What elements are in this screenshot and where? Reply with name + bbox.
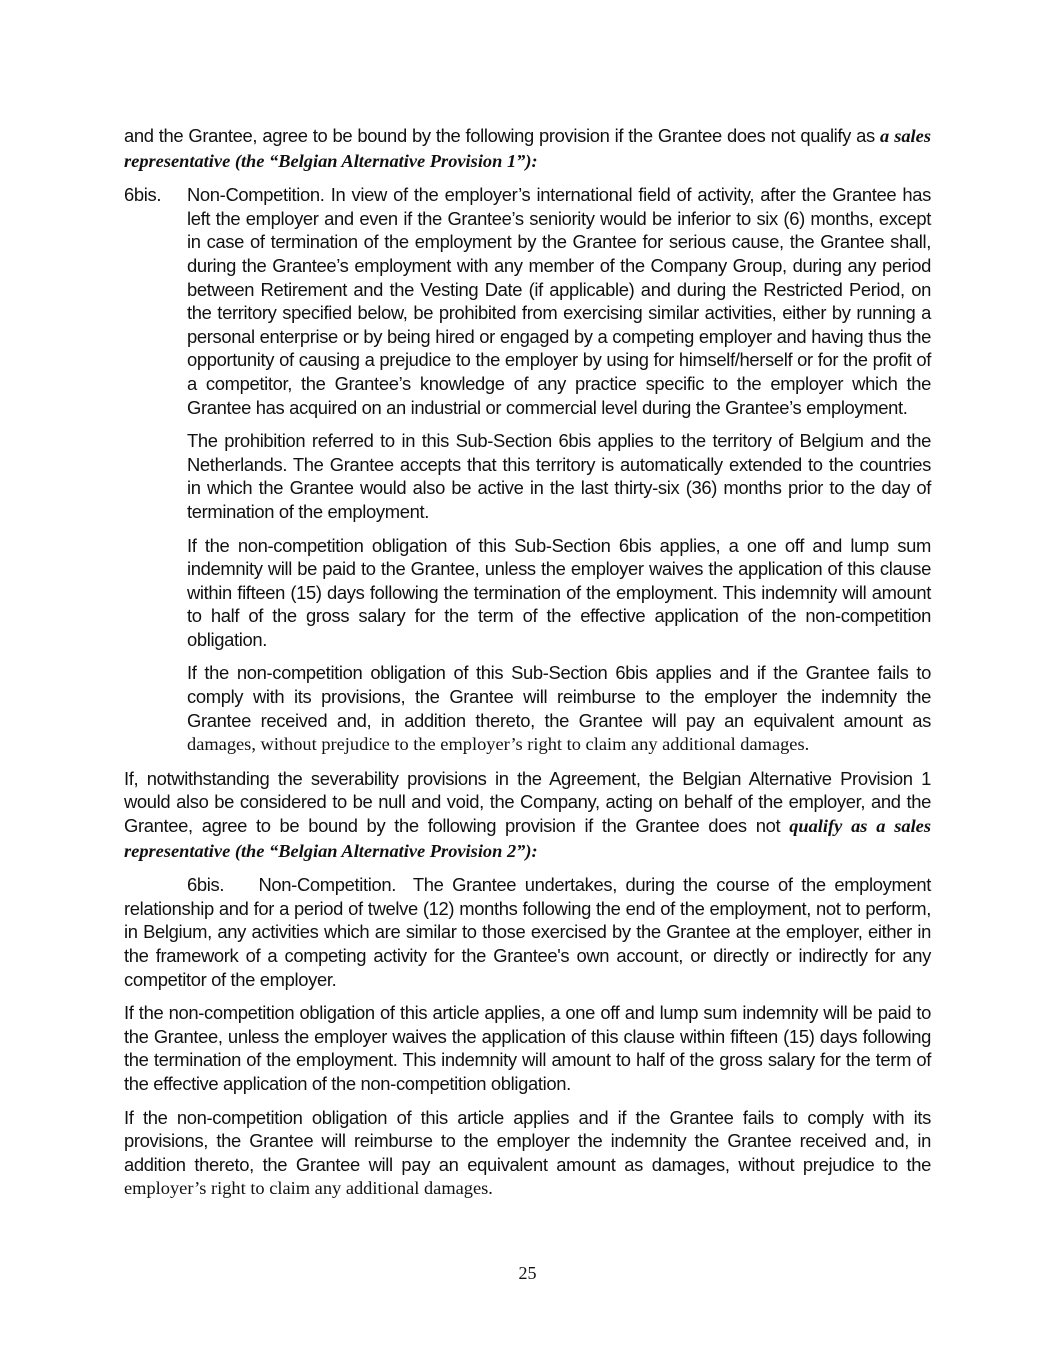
intro-paragraph <box>124 124 931 173</box>
section-number: 6bis. <box>187 874 225 896</box>
breach-text: If the non-competition obligation of this article applies and if the Grantee fails to comply with its provisions, the Grantee will reimburse to the employer the indemnity the Grantee received and, in addition thereto, the Grantee will pay an equivalent amount as damages, without prejudice to the <box>124 1106 931 1175</box>
page-number: 25 <box>518 1263 537 1283</box>
transition-paragraph <box>124 767 931 863</box>
territory-paragraph: The prohibition referred to in this Sub-Section 6bis applies to the territory of Belgium and the Netherlands. The Grantee accepts that this territory is automatically extended to the countries in which the Grantee would also be active in the last thirty-six (36) months prior to the day of termination of the employment. <box>187 430 931 522</box>
transition-emphasis: qualify as a sales representative (the “Belgian Alternative Provision 2”): <box>124 816 931 861</box>
section-body: In view of the employer’s international field of activity, after the Grantee has left the employer and even if the Grantee’s seniority would be inferior to six (6) months, except in case of termination of the employment by the Grantee for serious cause, the Grantee shall, during the Grantee’s employment with any member of the Company Group, during any period between Retirement and the Vesting Date (if applicable) and during the Restricted Period, on the territory specified below, be prohibited from exercising similar activities, either by running a personal enterprise or by being hired or engaged by a competing employer and having thus the opportunity of causing a prejudice to the employer by using for himself/herself or for the profit of a competitor, the Grantee’s knowledge of any practice specific to the employer which the Grantee has acquired on an industrial or commercial level during the Grantee’s employment. <box>187 184 931 418</box>
section-6bis-provision-2 <box>124 873 931 991</box>
breach-text: If the non-competition obligation of this Sub-Section 6bis applies and if the Grantee fails to comply with its provisions, the Grantee will reimburse to the employer the indemnity the Grantee received and, in addition thereto, the Grantee will pay an equivalent amount as <box>187 662 931 731</box>
transition-text: If, notwithstanding the severability provisions in the Agreement, the Belgian Alternative Provision 1 would also be considered to be null and void, the Company, acting on behalf of the employer, and the Grantee, agree to be bound by the following provision if the Grantee does not <box>124 767 931 837</box>
breach-paragraph <box>124 661 931 756</box>
breach-paragraph-2 <box>124 1106 931 1201</box>
section-heading: Non-Competition. <box>187 184 325 206</box>
breach-tail: damages, without prejudice to the employer’s right to claim any additional damages. <box>187 734 810 755</box>
intro-emphasis: a sales representative (the “Belgian Alternative Provision 1”): <box>124 126 931 171</box>
section-body: The Grantee undertakes, during the course of the employment relationship and for a period of twelve (12) months following the end of the employment, not to perform, in Belgium, any activities which are similar to those exercised by the Grantee at the employer, either in the framework of a competing activity for the Grantee's own account, or directly or indirectly for any competitor of the employer. <box>124 874 931 990</box>
indemnity-paragraph: If the non-competition obligation of this Sub-Section 6bis applies, a one off and lump sum indemnity will be paid to the Grantee, unless the employer waives the application of this clause within fifteen (15) days following the termination of the employment. This indemnity will amount to half of the gross salary for the term of the effective application of the non-competition obligation. <box>187 534 931 650</box>
intro-text: and the Grantee, agree to be bound by the following provision if the Grantee does not qualify as <box>124 125 875 146</box>
document-page <box>124 124 931 1211</box>
section-number: 6bis. <box>124 184 162 206</box>
breach-tail: employer’s right to claim any additional damages. <box>124 1178 493 1199</box>
section-6bis-provision-1 <box>124 183 931 419</box>
indemnity-paragraph-2: If the non-competition obligation of this article applies, a one off and lump sum indemnity will be paid to the Grantee, unless the employer waives the application of this clause within fifteen (15) days following the termination of the employment. This indemnity will amount to half of the gross salary for the term of the effective application of the non-competition obligation. <box>124 1002 931 1094</box>
section-heading: Non-Competition. <box>258 874 397 896</box>
